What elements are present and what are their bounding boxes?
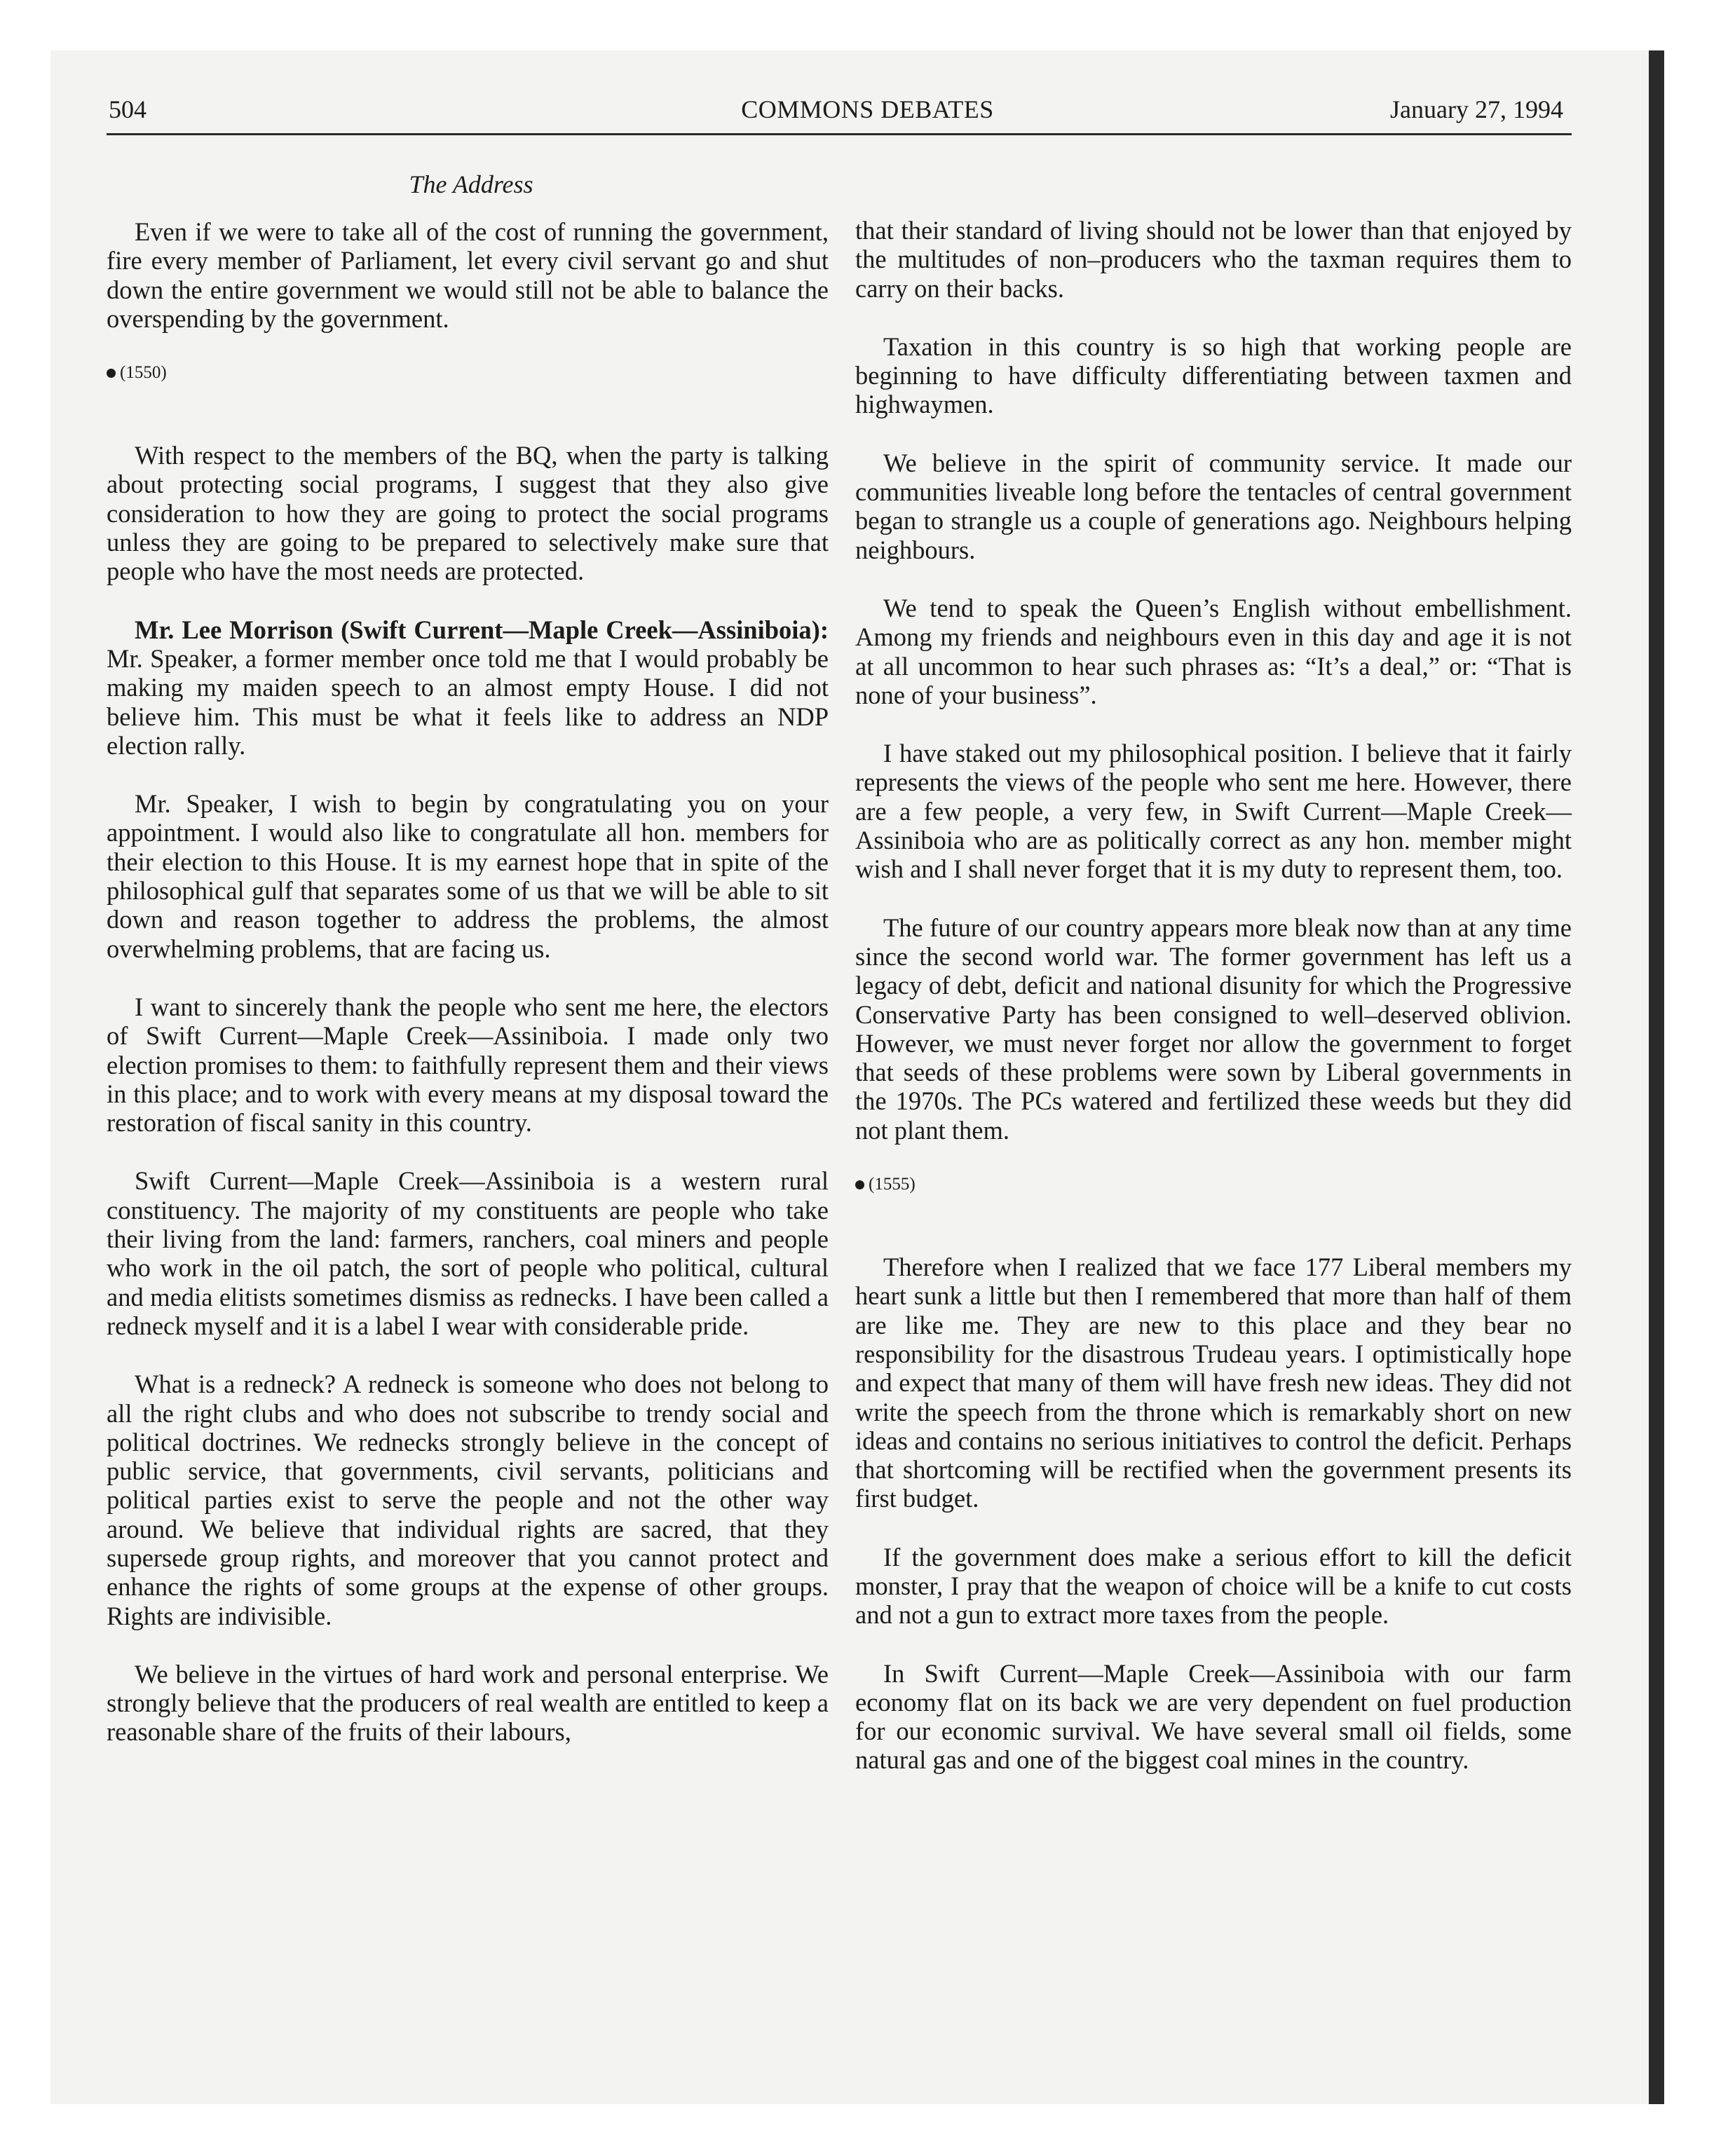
- paragraph: Swift Current—Maple Creek—Assiniboia is a western rural constituency. The majority of my constituents are people who take their living from the land: farmers, ranchers, coal miners and people who work in the oil patch, the sort of people who political, cultural and media elitists sometimes dismiss as rednecks. I have been called a redneck myself and it is a label I wear with considerable pride.: [107, 1166, 829, 1340]
- paragraph: What is a redneck? A redneck is someone who does not belong to all the right clubs and who does not subscribe to trendy social and political doctrines. We rednecks strongly believe in the concept of public service, that governments, civil servants, politicians and political parties exist to serve the people and not the other way around. We believe that individual rights are sacred, that they supersede group rights, and moreover that you cannot protect and enhance the rights of some groups at the expense of other groups. Rights are indivisible.: [107, 1370, 829, 1630]
- paragraph: If the government does make a serious effort to kill the deficit monster, I pray that the weapon of choice will be a knife to cut costs and not a gun to extract more taxes from the people.: [855, 1542, 1572, 1630]
- paragraph: We believe in the virtues of hard work and personal enterprise. We strongly believe that the producers of real wealth are entitled to keep a reasonable share of the fruits of their labours,: [107, 1659, 829, 1747]
- paragraph: The future of our country appears more bleak now than at any time since the second world war. The former government has left us a legacy of debt, deficit and national disunity for which the Progressive Conservative Party has been consigned to well–deserved oblivion. However, we must never forget nor allow the government to forget that seeds of these problems were sown by Liberal governments in the 1970s. The PCs watered and fertilized these weeds but they did not plant them.: [855, 913, 1572, 1145]
- timestamp-label: (1550): [120, 363, 167, 383]
- paragraph: In Swift Current—Maple Creek—Assiniboia with our farm economy flat on its back we are very dependent on fuel production for our economic survival. We have several small oil fields, some natural gas and one of the biggest coal mines in the country.: [855, 1658, 1572, 1775]
- page-number: 504: [109, 95, 147, 123]
- header-rule: [107, 133, 1572, 135]
- paragraph: Mr. Speaker, I wish to begin by congratulating you on your appointment. I would also like to congratulate all hon. members for their election to this House. It is my earnest hope that in spite of the philosophical gulf that separates some of us that we will be able to sit down and reason together to address the problems, the almost overwhelming problems, that are facing us.: [107, 789, 829, 963]
- right-column: [855, 216, 1572, 1804]
- timestamp: [107, 362, 829, 383]
- paragraph: Taxation in this country is so high that working people are beginning to have difficulty differentiating between taxmen and highwaymen.: [855, 332, 1572, 419]
- bullet-icon: [107, 369, 116, 378]
- section-title: The Address: [409, 170, 533, 198]
- paragraph: We tend to speak the Queen’s English without embellishment. Among my friends and neighbours even in this day and age it is not at all uncommon to hear such phrases as: “It’s a deal,” or: “That is none of your business”.: [855, 593, 1572, 709]
- left-column: [107, 217, 829, 1776]
- paragraph: We believe in the spirit of community service. It made our communities liveable long before the tentacles of central government began to strangle us a couple of generations ago. Neighbours helping neighbours.: [855, 448, 1572, 564]
- speaker-name: Mr. Lee Morrison (Swift Current—Maple Creek—Assiniboia):: [135, 615, 829, 644]
- scan-edge-bar: [1649, 50, 1664, 2104]
- bullet-icon: [855, 1180, 864, 1189]
- paragraph: I want to sincerely thank the people who sent me here, the electors of Swift Current—Maple Creek—Assiniboia. I made only two election promises to them: to faithfully represent them and their views in this place; and to work with every means at my disposal toward the restoration of fiscal sanity in this country.: [107, 992, 829, 1138]
- speech-text: Mr. Speaker, a former member once told me that I would probably be making my maiden speech to an almost empty House. I did not believe him. This must be what it feels like to address an NDP election rally.: [107, 643, 829, 760]
- paragraph: I have staked out my philosophical position. I believe that it fairly represents the views of the people who sent me here. However, there are a few people, a very few, in Swift Current—Maple Creek—Assiniboia who are as politically correct as any hon. member might wish and I shall never forget that it is my duty to represent them, too.: [855, 739, 1572, 884]
- timestamp-label: (1555): [869, 1175, 916, 1194]
- speech-intro: [107, 615, 829, 760]
- paragraph: Therefore when I realized that we face 177 Liberal members my heart sunk a little but then I remembered that more than half of them are like me. They are new to this place and they bear no responsibility for the disastrous Trudeau years. I optimistically hope and expect that many of them will have fresh new ideas. They did not write the speech from the throne which is remarkably short on new ideas and contains no serious initiatives to control the deficit. Perhaps that shortcoming will be rectified when the government presents its first budget.: [855, 1253, 1572, 1513]
- paragraph: that their standard of living should not be lower than that enjoyed by the multitudes of non–producers who the taxman requires them to carry on their backs.: [855, 216, 1572, 303]
- paragraph: With respect to the members of the BQ, when the party is talking about protecting social programs, I suggest that they also give consideration to how they are going to protect the social programs unless they are going to be prepared to selectively make sure that people who have the most needs are protected.: [107, 441, 829, 586]
- timestamp: [855, 1174, 1572, 1195]
- publication-title: COMMONS DEBATES: [741, 95, 994, 123]
- paragraph: Even if we were to take all of the cost of running the government, fire every member of Parliament, let every civil servant go and shut down the entire government we would still not be able to balance the overspending by the government.: [107, 217, 829, 333]
- page-date: January 27, 1994: [1390, 95, 1563, 123]
